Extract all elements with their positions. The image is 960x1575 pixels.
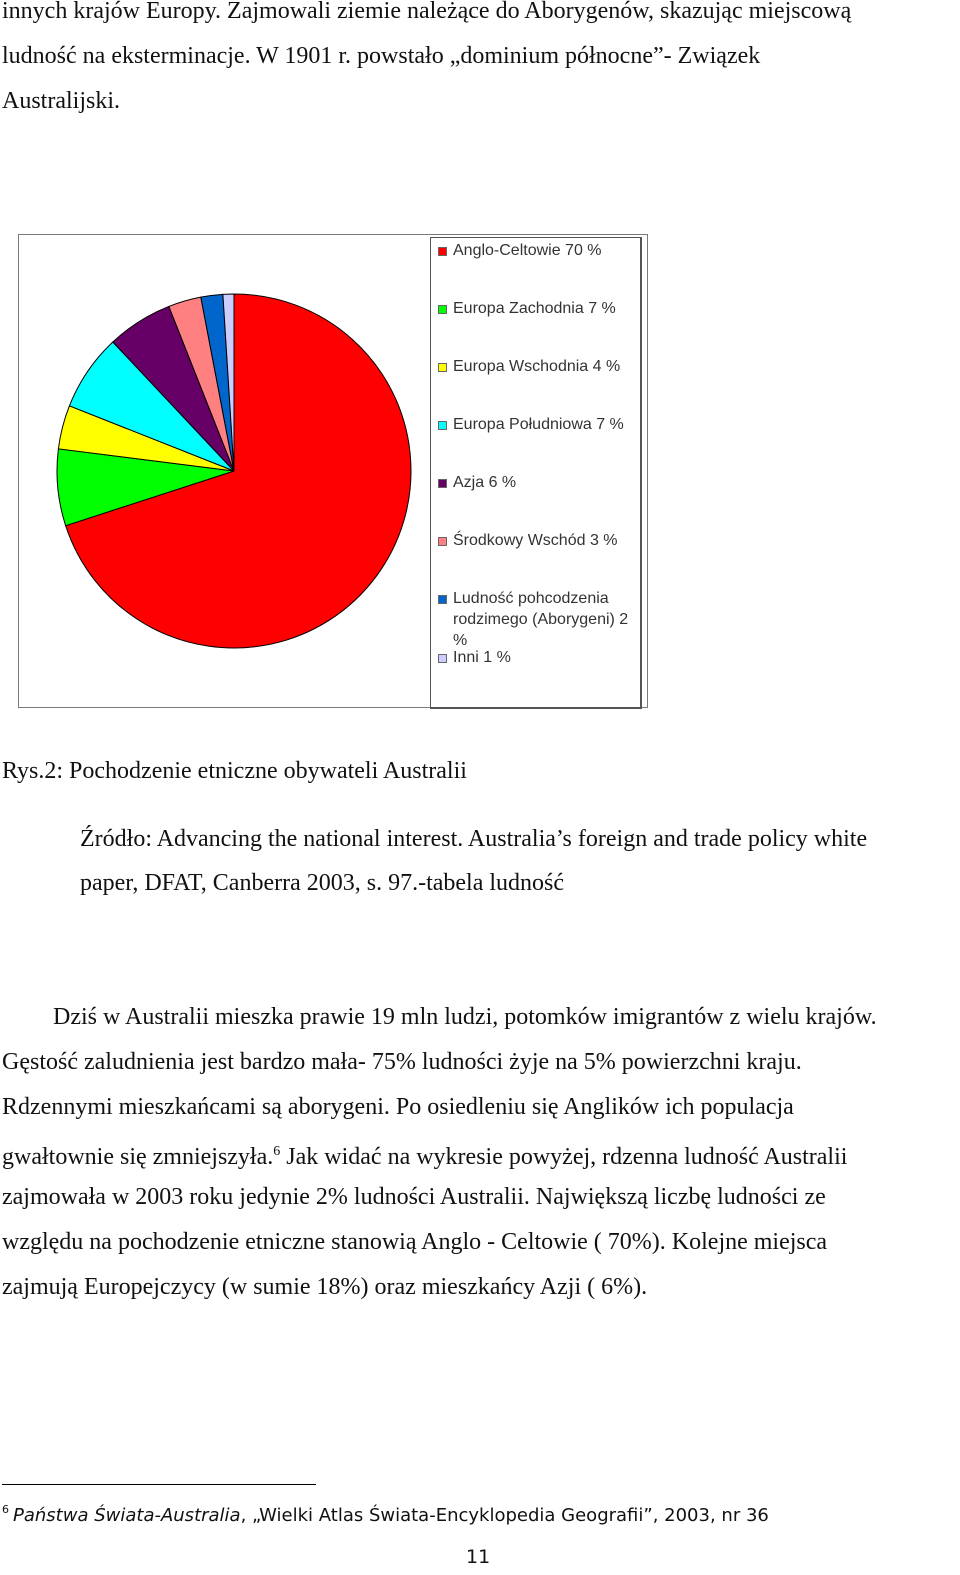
source-line: Źródło: Advancing the national interest. Australia’s foreign and trade policy white — [80, 826, 868, 852]
legend-swatch — [438, 363, 447, 372]
text-segment: gwałtownie się zmniejszyła. — [2, 1144, 274, 1170]
legend-label: Europa Zachodnia 7 % — [453, 300, 616, 317]
text-line: Dziś w Australii mieszka prawie 19 mln ludzi, potomków imigrantów z wielu krajów. — [53, 1004, 877, 1030]
footnote-title: Państwa Świata-Australia — [13, 1505, 241, 1526]
legend-item — [437, 530, 641, 551]
figure-caption: Rys.2: Pochodzenie etniczne obywateli Australii — [2, 758, 467, 784]
text-line: ludność na eksterminacje. W 1901 r. powstało „dominium północne”- Związek — [2, 43, 761, 69]
text-line: Gęstość zaludnienia jest bardzo mała- 75% ludności żyje na 5% powierzchni kraju. — [2, 1049, 802, 1075]
legend-item — [437, 588, 641, 651]
text-line: zajmują Europejczycy (w sumie 18%) oraz mieszkańcy Azji ( 6%). — [2, 1274, 648, 1300]
footnote-separator — [2, 1484, 316, 1485]
legend-label: Europa Wschodnia 4 % — [453, 358, 621, 375]
legend-label: Europa Południowa 7 % — [453, 416, 624, 433]
text-line: Australijski. — [2, 88, 120, 114]
pie-chart — [19, 235, 429, 705]
legend-label: Inni 1 % — [453, 649, 511, 666]
legend-swatch — [438, 537, 447, 546]
footnote-text: , „Wielki Atlas Świata-Encyklopedia Geografii”, 2003, nr 36 — [240, 1505, 769, 1526]
text-line: względu na pochodzenie etniczne stanowią Anglo - Celtowie ( 70%). Kolejne miejsca — [2, 1229, 828, 1255]
legend-item — [437, 472, 641, 493]
text-segment: Jak widać na wykresie powyżej, rdzenna ludność Australii — [280, 1144, 848, 1170]
legend-swatch — [438, 479, 447, 488]
text-line: zajmowała w 2003 roku jedynie 2% ludności Australii. Największą liczbę ludności ze — [2, 1184, 826, 1210]
legend-item — [437, 356, 641, 377]
legend-item — [437, 647, 641, 668]
legend-label: Ludność pohcodzenia rodzimego (Aborygeni) 2 % — [453, 590, 629, 649]
text-line: innych krajów Europy. Zajmowali ziemie należące do Aborygenów, skazując miejscową — [2, 0, 852, 24]
footnote-reference[interactable]: 6 — [273, 1144, 281, 1159]
page-number: 11 — [466, 1546, 491, 1568]
text-line — [2, 1137, 847, 1172]
legend-swatch — [438, 595, 447, 604]
legend-swatch — [438, 421, 447, 430]
legend-item — [437, 414, 641, 435]
footnote — [2, 1498, 769, 1528]
legend-swatch — [438, 654, 447, 663]
text-line: Rdzennymi mieszkańcami są aborygeni. Po osiedleniu się Anglików ich populacja — [2, 1094, 794, 1120]
legend-label: Środkowy Wschód 3 % — [453, 532, 618, 549]
footnote-number: 6 — [2, 1503, 9, 1516]
legend-item — [437, 298, 641, 319]
legend-swatch — [438, 247, 447, 256]
legend-swatch — [438, 305, 447, 314]
legend-label: Azja 6 % — [453, 474, 517, 491]
source-line: paper, DFAT, Canberra 2003, s. 97.-tabela ludność — [80, 870, 565, 896]
chart-legend — [430, 237, 642, 709]
legend-item — [437, 240, 641, 261]
legend-label: Anglo-Celtowie 70 % — [453, 242, 602, 259]
